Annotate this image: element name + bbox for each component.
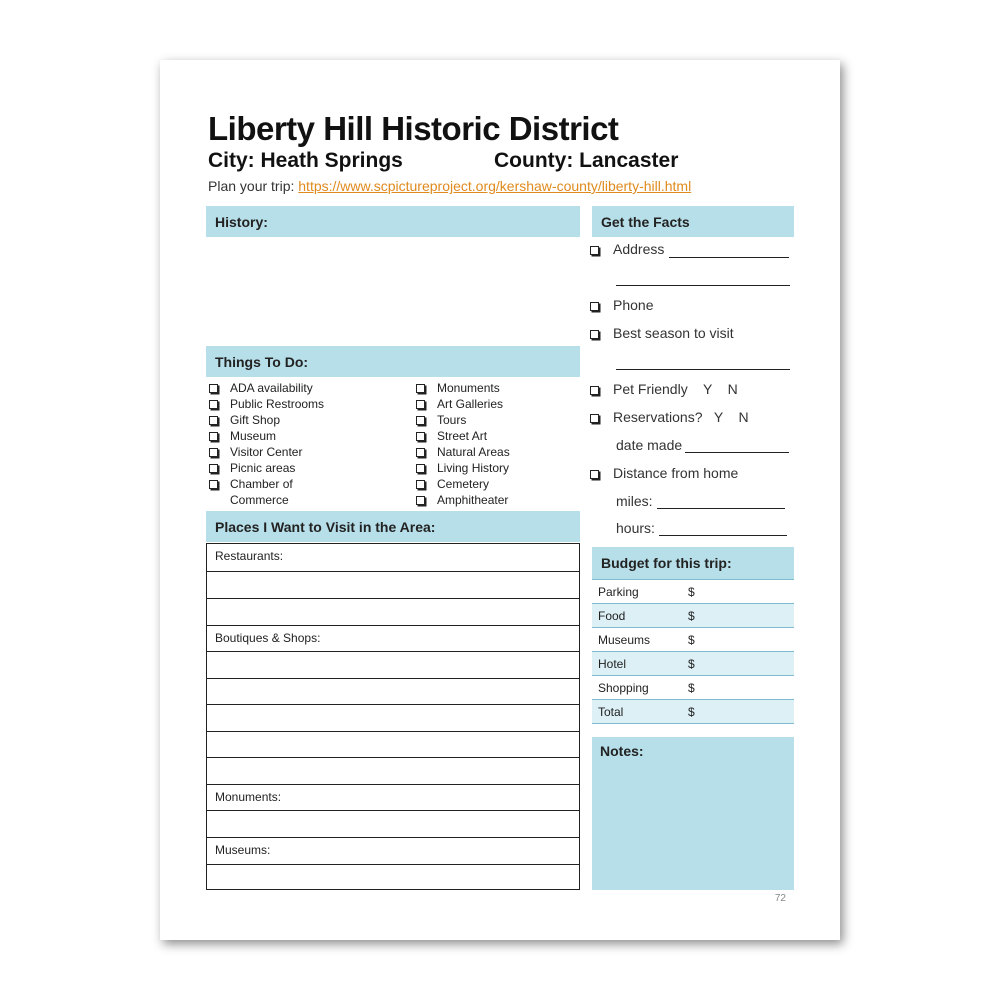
- checkbox[interactable]: [209, 432, 218, 441]
- places-blank-row[interactable]: [207, 651, 579, 678]
- places-blank-row[interactable]: [207, 704, 579, 731]
- things-item[interactable]: [209, 493, 289, 507]
- fact-pet-label: Pet Friendly Y N: [613, 381, 738, 397]
- fact-phone-label: Phone: [613, 297, 654, 313]
- checkbox[interactable]: [209, 464, 218, 473]
- checkbox[interactable]: [209, 384, 218, 393]
- checkbox[interactable]: [590, 414, 599, 423]
- budget-dollar-sign: $: [688, 704, 695, 719]
- fact-address-label: Address: [613, 241, 665, 257]
- things-item-label: Tours: [437, 413, 467, 427]
- budget-row-label: Total: [598, 704, 624, 719]
- fact-phone[interactable]: [590, 297, 653, 313]
- address-line-2[interactable]: [616, 285, 790, 286]
- budget-row-label: Museums: [598, 632, 651, 647]
- places-blank-row[interactable]: [207, 864, 579, 890]
- things-item-label: Picnic areas: [230, 461, 296, 475]
- restaurants-label: Restaurants:: [215, 549, 284, 563]
- budget-dollar-sign: $: [688, 656, 695, 671]
- things-item[interactable]: [416, 445, 510, 459]
- things-item-label: Natural Areas: [437, 445, 510, 459]
- things-item-label: Art Galleries: [437, 397, 504, 411]
- things-item-label: Gift Shop: [230, 413, 281, 427]
- facts-header: Get the Facts: [592, 206, 794, 237]
- things-item-label: Commerce: [230, 493, 289, 507]
- miles-line[interactable]: [657, 508, 785, 509]
- city-label: City: Heath Springs: [208, 149, 403, 172]
- restaurants-row[interactable]: [207, 544, 579, 571]
- budget-row[interactable]: [592, 580, 794, 604]
- fact-season[interactable]: [590, 325, 734, 341]
- checkbox[interactable]: [416, 480, 425, 489]
- places-blank-row[interactable]: [207, 598, 579, 625]
- fact-distance[interactable]: [590, 465, 738, 481]
- page-number: 72: [774, 893, 786, 904]
- monuments-label: Monuments:: [215, 790, 282, 804]
- checkbox[interactable]: [416, 496, 425, 505]
- places-header: Places I Want to Visit in the Area:: [206, 511, 580, 542]
- plan-trip-link[interactable]: https://www.scpictureproject.org/kershaw-county/liberty-hill.html: [298, 178, 692, 194]
- address-line[interactable]: [669, 257, 789, 258]
- boutiques-label: Boutiques & Shops:: [215, 631, 321, 645]
- monuments-row[interactable]: [207, 784, 579, 810]
- budget-row-label: Food: [598, 608, 626, 623]
- fact-pet-friendly[interactable]: [590, 381, 738, 397]
- things-item-label: Living History: [437, 461, 510, 475]
- places-blank-row[interactable]: [207, 757, 579, 784]
- budget-row[interactable]: [592, 652, 794, 676]
- budget-dollar-sign: $: [688, 584, 695, 599]
- hours-line[interactable]: [659, 535, 787, 536]
- budget-row[interactable]: [592, 628, 794, 652]
- budget-row[interactable]: [592, 676, 794, 700]
- fact-hours: [616, 520, 655, 536]
- things-item-label: Street Art: [437, 429, 488, 443]
- fact-date-made: [616, 437, 682, 453]
- things-item[interactable]: [209, 477, 293, 491]
- fact-reservations[interactable]: [590, 409, 749, 425]
- things-to-do-header: Things To Do:: [206, 346, 580, 377]
- history-header: History:: [206, 206, 580, 237]
- places-blank-row[interactable]: [207, 810, 579, 837]
- things-item[interactable]: [209, 381, 313, 395]
- checkbox[interactable]: [590, 470, 599, 479]
- notes-header: Notes:: [600, 743, 644, 759]
- things-item[interactable]: [416, 493, 508, 507]
- things-item[interactable]: [416, 413, 466, 427]
- places-blank-row[interactable]: [207, 731, 579, 757]
- checkbox[interactable]: [416, 464, 425, 473]
- fact-reservations-label: Reservations? Y N: [613, 409, 749, 425]
- budget-dollar-sign: $: [688, 632, 695, 647]
- checkbox[interactable]: [416, 384, 425, 393]
- things-item-label: Amphitheater: [437, 493, 509, 507]
- miles-label: miles:: [616, 493, 653, 509]
- things-item-label: ADA availability: [230, 381, 313, 395]
- things-item[interactable]: [209, 461, 295, 475]
- checkbox[interactable]: [416, 448, 425, 457]
- plan-trip-line: [208, 178, 691, 194]
- budget-row-label: Hotel: [598, 656, 627, 671]
- places-blank-row[interactable]: [207, 678, 579, 704]
- checkbox[interactable]: [590, 246, 599, 255]
- things-item[interactable]: [416, 397, 503, 411]
- checkbox[interactable]: [209, 400, 218, 409]
- things-item[interactable]: [416, 429, 487, 443]
- places-blank-row[interactable]: [207, 571, 579, 598]
- things-item-label: Cemetery: [437, 477, 490, 491]
- season-line[interactable]: [616, 369, 790, 370]
- museums-label: Museums:: [215, 843, 271, 857]
- budget-row-label: Parking: [598, 584, 639, 599]
- things-item[interactable]: [416, 461, 509, 475]
- checkbox[interactable]: [209, 448, 218, 457]
- checkbox[interactable]: [416, 416, 425, 425]
- checkbox[interactable]: [209, 416, 218, 425]
- fact-season-label: Best season to visit: [613, 325, 734, 341]
- budget-row[interactable]: [592, 700, 794, 724]
- checkbox[interactable]: [416, 400, 425, 409]
- notes-box[interactable]: [592, 737, 794, 890]
- fact-distance-label: Distance from home: [613, 465, 739, 481]
- things-item-label: Monuments: [437, 381, 500, 395]
- plan-trip-label: Plan your trip:: [208, 178, 295, 194]
- places-table: [206, 543, 580, 890]
- fact-address[interactable]: [590, 241, 664, 257]
- things-item[interactable]: [209, 413, 280, 427]
- things-item[interactable]: [209, 429, 276, 443]
- checkbox[interactable]: [590, 386, 599, 395]
- checkbox[interactable]: [209, 480, 218, 489]
- hours-label: hours:: [616, 520, 655, 536]
- budget-row-label: Shopping: [598, 680, 649, 695]
- things-item-label: Visitor Center: [230, 445, 303, 459]
- date-made-label: date made: [616, 437, 683, 453]
- checkbox[interactable]: [590, 302, 599, 311]
- budget-row[interactable]: [592, 604, 794, 628]
- date-made-line[interactable]: [685, 452, 789, 453]
- budget-dollar-sign: $: [688, 680, 695, 695]
- page-title: Liberty Hill Historic District: [208, 110, 619, 147]
- boutiques-row[interactable]: [207, 625, 579, 651]
- museums-row[interactable]: [207, 837, 579, 864]
- checkbox[interactable]: [590, 330, 599, 339]
- things-item-label: Museum: [230, 429, 277, 443]
- checkbox[interactable]: [416, 432, 425, 441]
- budget-dollar-sign: $: [688, 608, 695, 623]
- fact-miles: [616, 493, 653, 509]
- worksheet-page: [160, 60, 840, 940]
- things-item[interactable]: [416, 381, 500, 395]
- things-item[interactable]: [209, 445, 302, 459]
- things-item-label: Public Restrooms: [230, 397, 325, 411]
- things-item[interactable]: [416, 477, 489, 491]
- county-label: County: Lancaster: [494, 149, 679, 172]
- things-item[interactable]: [209, 397, 324, 411]
- things-item-label: Chamber of: [230, 477, 293, 491]
- budget-header: Budget for this trip:: [592, 547, 794, 580]
